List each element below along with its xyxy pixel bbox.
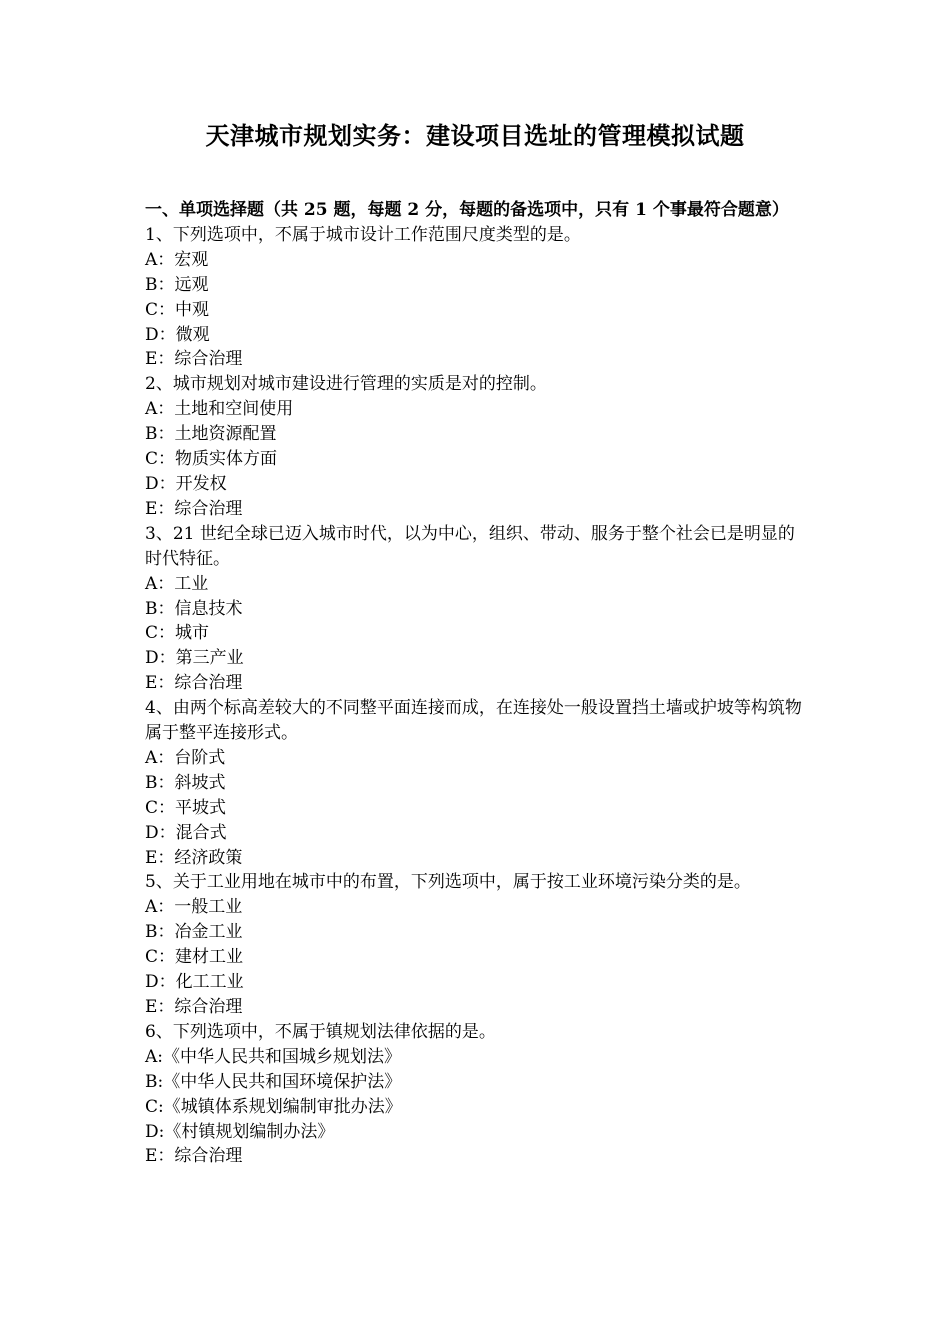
document-body [145, 198, 810, 1169]
option-c: C：物质实体方面 [145, 449, 278, 470]
option-e: E：综合治理 [145, 997, 243, 1017]
option-a: A：工业 [145, 573, 209, 594]
option-e: E：综合治理 [145, 349, 243, 370]
option-e: E：综合治理 [145, 498, 243, 519]
question-5 [145, 870, 810, 1019]
option-c: C：平坡式 [145, 797, 227, 818]
option-b: B：信息技术 [145, 598, 243, 619]
option-d: D：开发权 [145, 473, 227, 494]
question-stem: 3、21 世纪全球已迈入城市时代，以为中心，组织、带动、服务于整个社会已是明显的时代特征。 [145, 523, 795, 569]
option-b: B：土地资源配置 [145, 424, 277, 445]
option-b: B：冶金工业 [145, 922, 243, 943]
option-d: D：第三产业 [145, 648, 244, 669]
question-1 [145, 223, 810, 372]
question-stem: 6、下列选项中，不属于镇规划法律依据的是。 [145, 1021, 496, 1042]
option-c: C:《城镇体系规划编制审批办法》 [145, 1096, 402, 1117]
option-a: A：土地和空间使用 [145, 399, 294, 420]
question-stem: 4、由两个标高差较大的不同整平面连接而成，在连接处一般设置挡土墙或护坡等构筑物属于整平连接形式。 [145, 698, 802, 744]
option-c: C：城市 [145, 623, 210, 644]
question-6 [145, 1020, 810, 1169]
question-stem: 5、关于工业用地在城市中的布置，下列选项中，属于按工业环境污染分类的是。 [145, 872, 751, 893]
option-e: E：综合治理 [145, 1146, 243, 1167]
option-d: D：化工工业 [145, 972, 244, 993]
option-b: B：斜坡式 [145, 772, 226, 793]
question-stem: 1、下列选项中，不属于城市设计工作范围尺度类型的是。 [145, 224, 581, 245]
option-a: A：台阶式 [145, 747, 226, 768]
option-e: E：综合治理 [145, 673, 243, 694]
option-a: A:《中华人民共和国城乡规划法》 [145, 1046, 402, 1067]
option-d: D：混合式 [145, 822, 227, 843]
question-3 [145, 522, 810, 696]
option-c: C：中观 [145, 299, 210, 320]
question-stem: 2、城市规划对城市建设进行管理的实质是对的控制。 [145, 374, 547, 395]
option-b: B：远观 [145, 274, 209, 295]
question-4 [145, 696, 810, 870]
option-a: A：一般工业 [145, 897, 243, 918]
question-2 [145, 372, 810, 521]
option-a: A：宏观 [145, 249, 209, 270]
option-d: D:《村镇规划编制办法》 [145, 1121, 335, 1142]
option-c: C：建材工业 [145, 947, 244, 968]
option-b: B:《中华人民共和国环境保护法》 [145, 1071, 402, 1092]
option-e: E：经济政策 [145, 847, 243, 868]
document-title: 天津城市规划实务：建设项目选址的管理模拟试题 [205, 121, 745, 150]
option-d: D：微观 [145, 324, 210, 345]
section-heading: 一、单项选择题（共 25 题，每题 2 分，每题的备选项中，只有 1 个事最符合题意） [145, 200, 789, 220]
